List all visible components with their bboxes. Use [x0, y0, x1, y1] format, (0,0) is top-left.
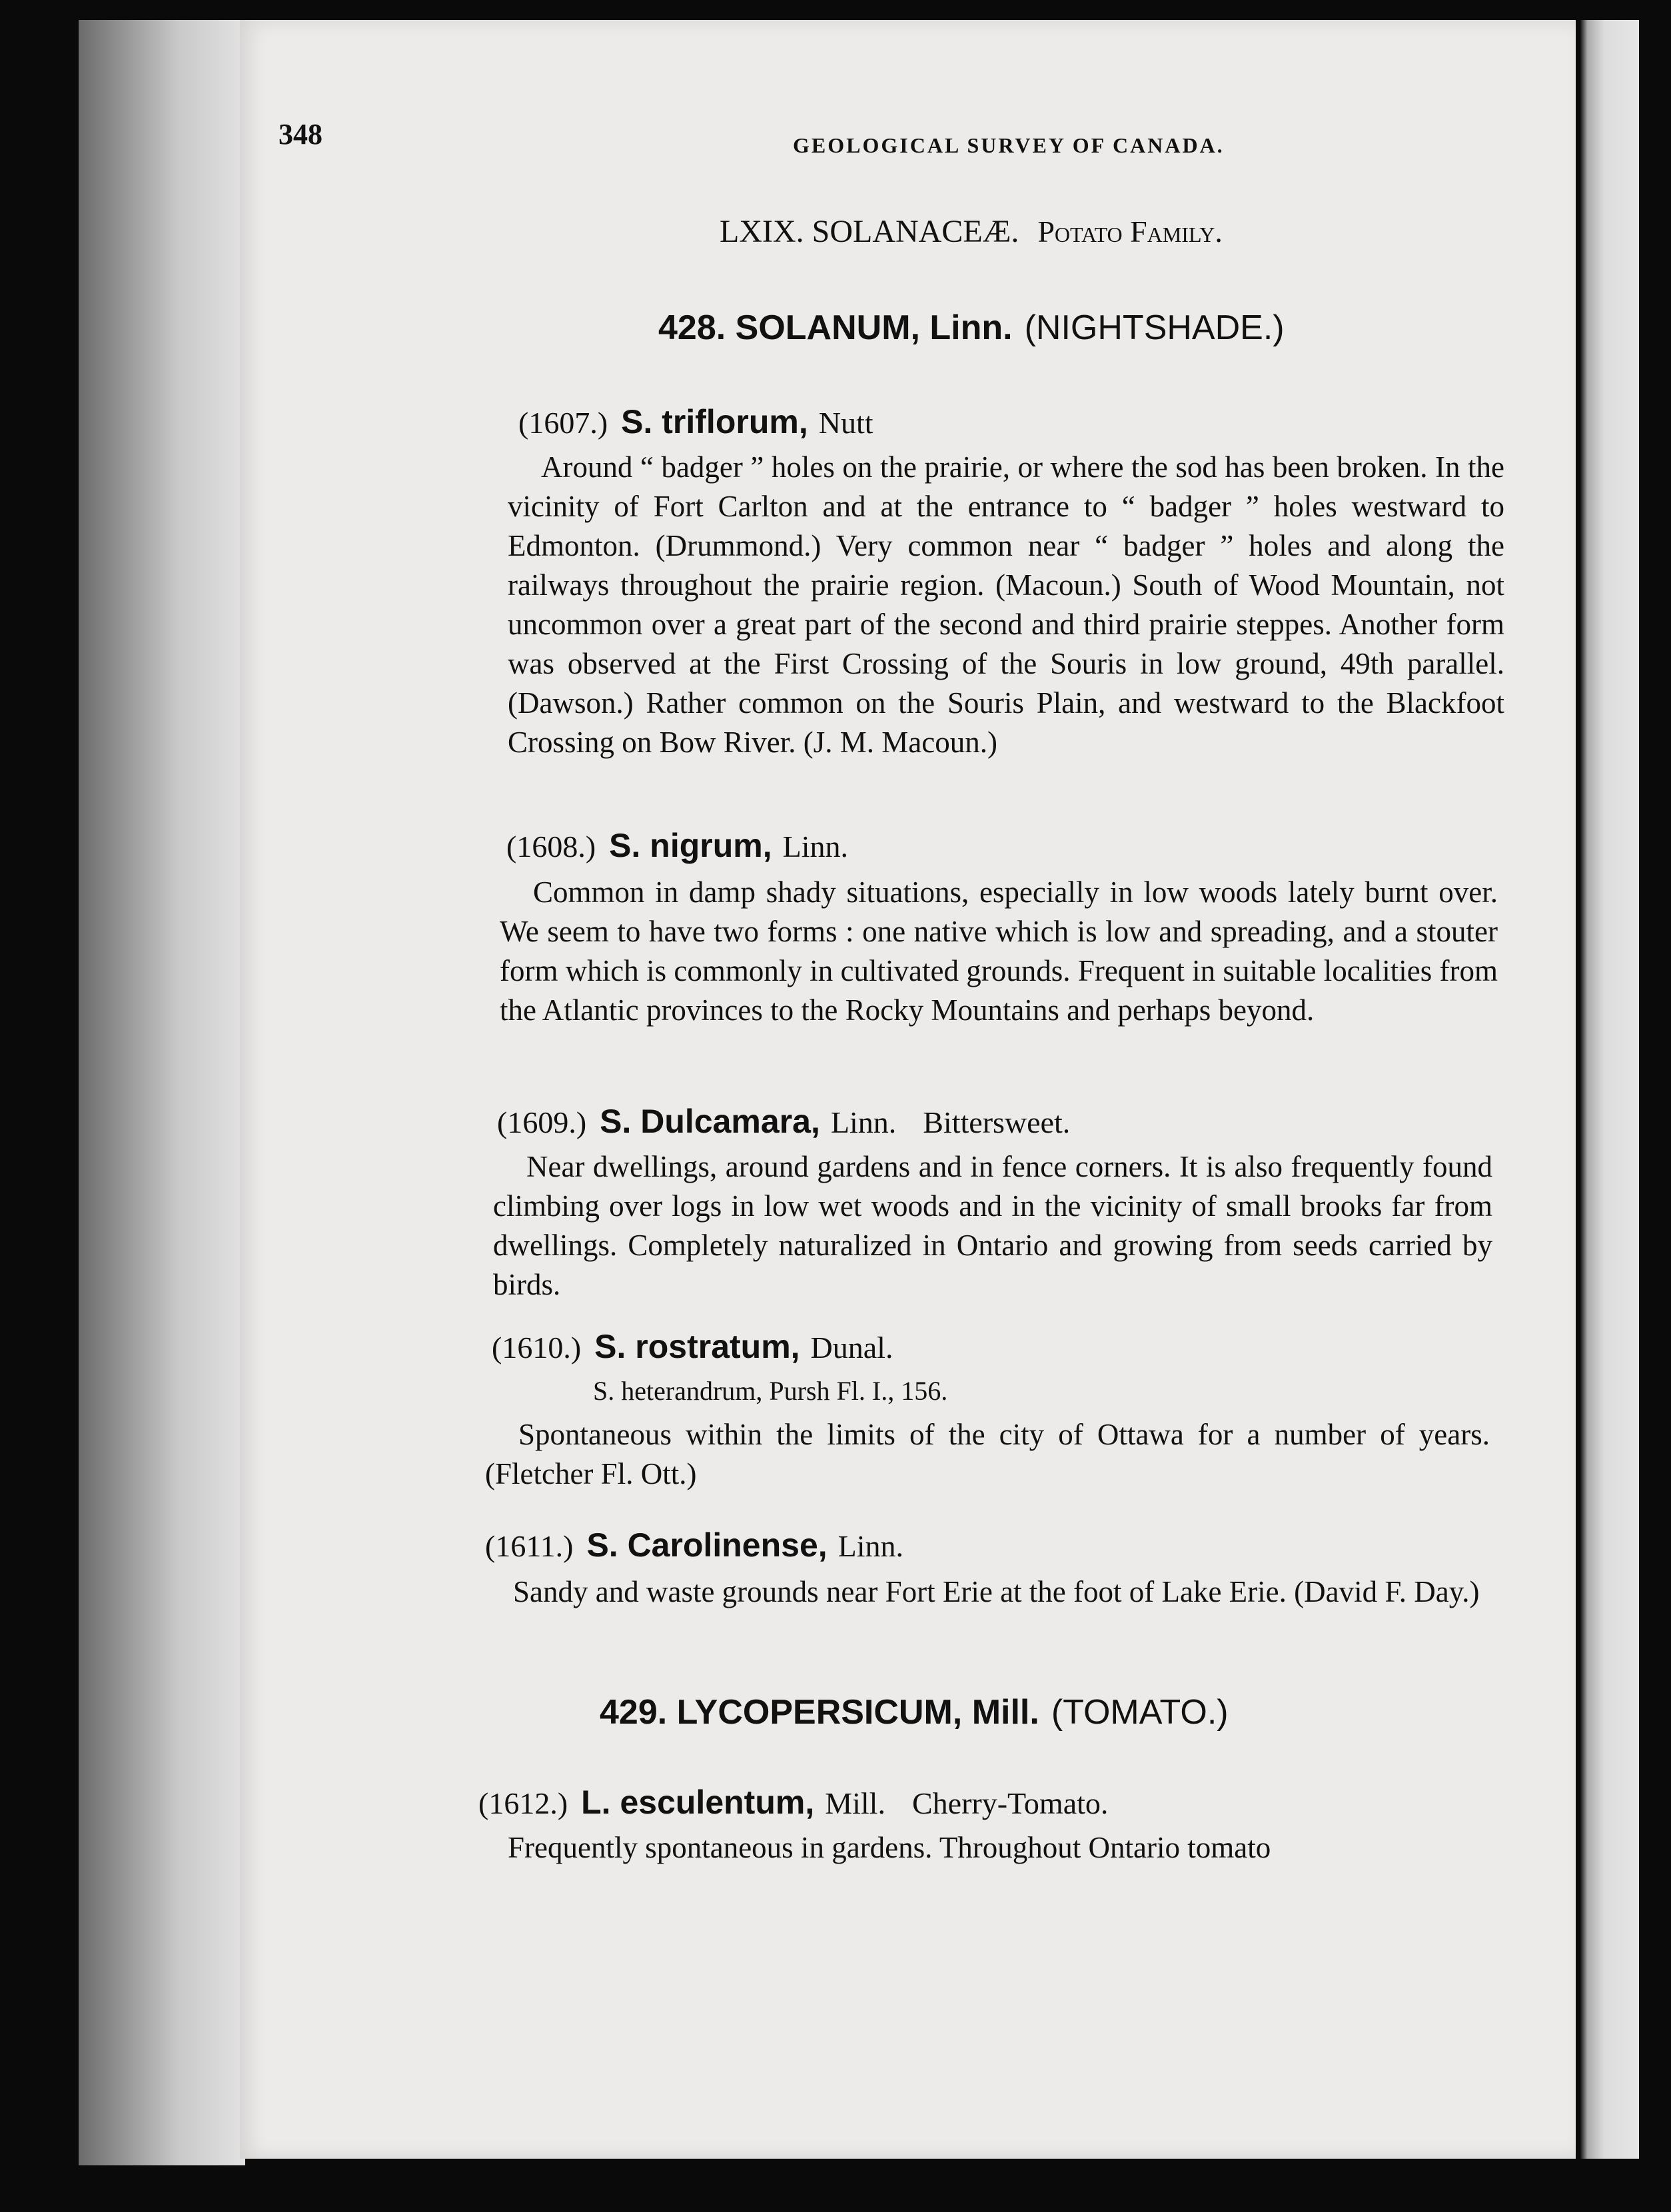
species-vernacular: Bittersweet. [923, 1105, 1071, 1139]
genus-title: 428. SOLANUM, Linn. [658, 308, 1013, 347]
species-authority: Linn. [837, 1529, 904, 1563]
species-number: (1609.) [497, 1105, 587, 1139]
species-heading-1611 [485, 1526, 903, 1564]
genus-heading-lycopersicum [600, 1692, 1229, 1732]
species-synonym-1610: S. heterandrum, Pursh Fl. I., 156. [593, 1376, 948, 1406]
genus-title: 429. LYCOPERSICUM, Mill. [600, 1693, 1039, 1732]
genus-common-name: (NIGHTSHADE.) [1024, 308, 1285, 347]
species-number: (1607.) [518, 406, 608, 440]
species-description-1607: Around “ badger ” holes on the prairie, or where the sod has been broken. In the vicinity of Fort Carlton and at the entrance to “ badger ” holes westward to Edmonton. (Drummond.) Very common near “ badger ” holes and along the railways throughout the prairie region. (Macoun.) South of Wood Mountain, not uncommon over a great part of the second and third prairie steppes. Another form was observed at the First Crossing of the Souris in low ground, 49th parallel. (Dawson.) Rather common on the Souris Plain, and westward to the Blackfoot Crossing on Bow River. (J. M. Macoun.) [508, 450, 1504, 759]
species-description-1612: Frequently spontaneous in gardens. Throughout Ontario tomato [508, 1831, 1271, 1864]
species-heading-1609 [497, 1102, 1070, 1141]
genus-common-name: (TOMATO.) [1051, 1693, 1229, 1732]
species-heading-1608 [506, 826, 848, 865]
species-number: (1611.) [485, 1529, 574, 1563]
species-number: (1610.) [492, 1331, 582, 1365]
species-name: S. Dulcamara, [600, 1103, 820, 1140]
species-description-1610: Spontaneous within the limits of the city of Ottawa for a number of years. (Fletcher Fl. Ott.) [485, 1418, 1490, 1490]
species-name: S. triflorum, [621, 403, 808, 440]
species-authority: Linn. [830, 1105, 897, 1139]
species-vernacular: Cherry-Tomato. [911, 1786, 1109, 1820]
species-authority: Dunal. [810, 1331, 893, 1365]
species-name: S. Carolinense, [586, 1526, 828, 1564]
page-stack-edge [79, 20, 245, 2165]
genus-heading-solanum [658, 308, 1285, 348]
family-heading [720, 213, 1223, 250]
species-name: S. rostratum, [594, 1328, 800, 1365]
species-description-1608: Common in damp shady situations, especially in low woods lately burnt over. We seem to have two forms : one native which is low and spreading, and a stouter form which is commonly in cultivated grounds. Frequent in suitable localities from the Atlantic provinces to the Rocky Mountains and perhaps beyond. [500, 875, 1498, 1027]
species-heading-1612 [478, 1783, 1108, 1822]
species-heading-1607 [518, 402, 873, 441]
species-name: L. esculentum, [581, 1784, 815, 1821]
species-number: (1612.) [478, 1786, 568, 1820]
species-authority: Nutt [818, 406, 873, 440]
species-name: S. nigrum, [609, 827, 772, 864]
species-heading-1610 [492, 1327, 893, 1366]
running-head: GEOLOGICAL SURVEY OF CANADA. [793, 133, 1225, 157]
species-description-1611: Sandy and waste grounds near Fort Erie at the foot of Lake Erie. (David F. Day.) [513, 1575, 1480, 1608]
facing-page-edge [1580, 20, 1639, 2159]
family-common-name: Potato Family. [1037, 215, 1223, 249]
species-number: (1608.) [506, 830, 596, 863]
species-description-1609: Near dwellings, around gardens and in fence corners. It is also frequently found climbing over logs in low wet woods and in the vicinity of small brooks far from dwellings. Completely naturalized in Ontario and growing from seeds carried by birds. [493, 1150, 1492, 1301]
species-authority: Linn. [782, 830, 848, 863]
family-title: LXIX. SOLANACEÆ. [720, 214, 1019, 249]
page-number: 348 [278, 118, 322, 151]
species-authority: Mill. [825, 1786, 885, 1820]
